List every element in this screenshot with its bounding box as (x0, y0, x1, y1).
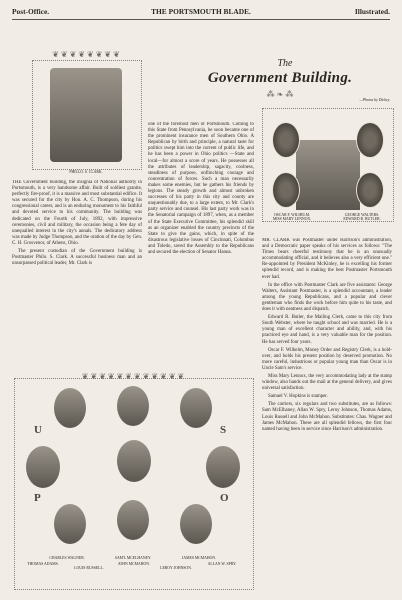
portrait-caption: PHILLO. S. CLARK. (69, 170, 103, 174)
carrier-caption-james-mcmahon: JAMES MCMAHON. (181, 556, 217, 560)
carrier-photo-7 (54, 504, 86, 544)
col3-paragraph-6: Samuel V. Hopkins is stamper. (268, 394, 328, 400)
letter-u: U (34, 424, 42, 436)
carrier-caption-allan-spry: ALLAN W. SPRY. (207, 562, 237, 566)
carrier-caption-samuel-mcelhaney: SAM'L MCELHANEY. (114, 556, 152, 560)
carrier-photo-2 (117, 386, 149, 426)
carrier-photo-1 (54, 388, 86, 428)
carrier-photo-3 (180, 388, 212, 428)
column-3 (262, 238, 392, 594)
carriers-ornament: ❦ ❦ ❦ ❦ ❦ ❦ ❦ ❦ ❦ ❦ ❦ ❦ (81, 372, 185, 381)
staff-portrait-2 (356, 122, 384, 158)
carrier-caption-john-mcmahon: JOHN MCMAHON. (118, 562, 150, 566)
building-caption-right: GEORGE WALTERS. EDWARD R. BUTLER. (343, 213, 381, 222)
title-small: The (277, 58, 293, 69)
col1-paragraph-2: The present custodian of the Government building is Postmaster Philo. S. Clark. A successful business man and an unsurpassed political leader, Mr. Clark is (12, 249, 142, 267)
building-photo (296, 140, 360, 210)
portrait-photo (50, 68, 122, 162)
carrier-photo-6 (206, 446, 240, 488)
col3-paragraph-3: Edward R. Butler, the Mailing Clerk, came to this city from South Webster, where he taught school and was married. He is a young man of excellent character and ability, and, with his practiced eye and hand, is a very valuable man for the position. He has served four years. (262, 315, 392, 345)
staff-portrait-4 (356, 172, 384, 208)
letter-o: O (220, 492, 229, 504)
staff-portrait-1 (272, 122, 300, 158)
header-center: THE PORTSMOUTH BLADE. (151, 7, 251, 16)
carrier-caption-thomas-adams: THOMAS ADAMS. (27, 562, 59, 566)
column-1 (12, 180, 142, 366)
page-title: Government Building. (207, 70, 353, 86)
col2-paragraph-1: one of the foremost men of Portsmouth. Coming to this State from Pennsylvania, he soon became one of the prominent insurance men of Southern Ohio. A Republican by birth and principle, a natural taste for politics swept him into the current of public life, and he has been a power in Ohio politics —State and local—for almost a score of years. He possesses all the attributes of leadership, sagacity, coolness, steadiness of purpose, unflinching courage and concentration of forces. Such a man necessarily makes some enemies, but he gathers his friends by legions. The steady growth and almost unbroken successes of his party in this city and county are unquestionably due, to a large extent, to Mr. Clark's party service and counsel. His last party work was in the Senatorial campaign of 1897, when, as a member of the State Executive Committee, his splendid skill as an organizer enabled the country precincts of the State to give the gains, which, in spite of the disastrous legislative losses of Cincinnati, Columbus and Toledo, saved the Assembly to the Republicans and secured the election of Senator Hanna. (148, 122, 254, 255)
header-rule (12, 19, 390, 20)
carrier-caption-leroy-johnson: LEROY JOHNSON. (160, 566, 192, 570)
col3-paragraph-4: Oscar F. Wilhelm, Money Order and Registry Clerk, is a hold-over, and holds his present position by deserved promotion. No more careful, industrious or popular young man than Oscar is in Uncle Sam's service. (262, 347, 392, 371)
carrier-caption-louis-russell: LOUIS RUSSELL. (74, 566, 104, 570)
carrier-caption-charles-wagner: CHARLES WAGNER. (49, 556, 85, 560)
letter-s: S (220, 424, 227, 436)
header-right: Illustrated. (354, 7, 390, 16)
title-ornament: ⁂ ❧ ⁂ (266, 90, 294, 99)
col3-paragraph-1: MR. CLARK was Postmaster under Harrison's administration, and a Democratic paper speaks of his services as follows: "The Times bears cheerful testimony that he is an unusually accommodating official, and it believes also a very efficient one." Re-appointed by President McKinley, he is excelling his former splendid record, and is making the best Postmaster Portsmouth ever had. (262, 238, 392, 280)
carrier-photo-8 (117, 500, 149, 540)
column-2 (148, 122, 254, 368)
header-left: Post-Office. (12, 7, 50, 16)
carrier-photo-4 (26, 446, 60, 488)
portrait-ornament: ❦ ❦ ❦ ❦ ❦ ❦ ❦ ❦ (52, 50, 120, 59)
letter-p: P (34, 492, 41, 504)
col3-paragraph-2: In the office with Postmaster Clark are five assistants: George Walters, Assistant Postmaster, is a splendid accountant, a leader among the young Republicans, and a popular and clever gentleman who finds the work before him quite to his taste, and does it with neatness and dispatch. (262, 282, 392, 313)
staff-portrait-3 (272, 172, 300, 208)
col1-paragraph-1: THE Government building, the insignia of National authority in Portsmouth, is a very handsome affair. Built of soldiest granite, perfectly fire-proof, it is a massive and most substantial edifice. It was secured for the city by Hon. A. C. Thompson, during his congressional career, and is an enduring monument to his faithful and devoted service to his community. The building was dedicated on the Fourth of July, 1892, with impressive ceremonies, civil and military, the occasion being a fete day of unequalled interest in the city's annals. The dedicatory address was made by Judge Thompson, and the oration of the day by Gen. C. H. Grosvenor, of Athens, Ohio. (12, 180, 142, 246)
photo-credit: —Photos by Dickey. (359, 98, 390, 102)
building-caption-left: OSCAR F. WILHELM. MISS MARY LENNOX. (272, 213, 312, 222)
col3-paragraph-5: Miss Mary Lennox, the very accommodating lady at the stamp window, also hands out the mail at the general delivery, and gives universal satisfaction. (262, 373, 392, 392)
col3-paragraph-7: The carriers, six regulars and two substitutes, are as follows: Sam McElhaney, Allan W. Spry, Leroy Johnson, Thomas Adams, Louis Russell and John McMahon. Substitutes: Chas. Wagner and James McMahon. These are all splendid fellows, the first four named having been in service since Harrison's administration. (262, 402, 392, 432)
carrier-photo-5 (117, 440, 151, 482)
running-head (12, 7, 390, 19)
carrier-photo-9 (180, 504, 212, 544)
